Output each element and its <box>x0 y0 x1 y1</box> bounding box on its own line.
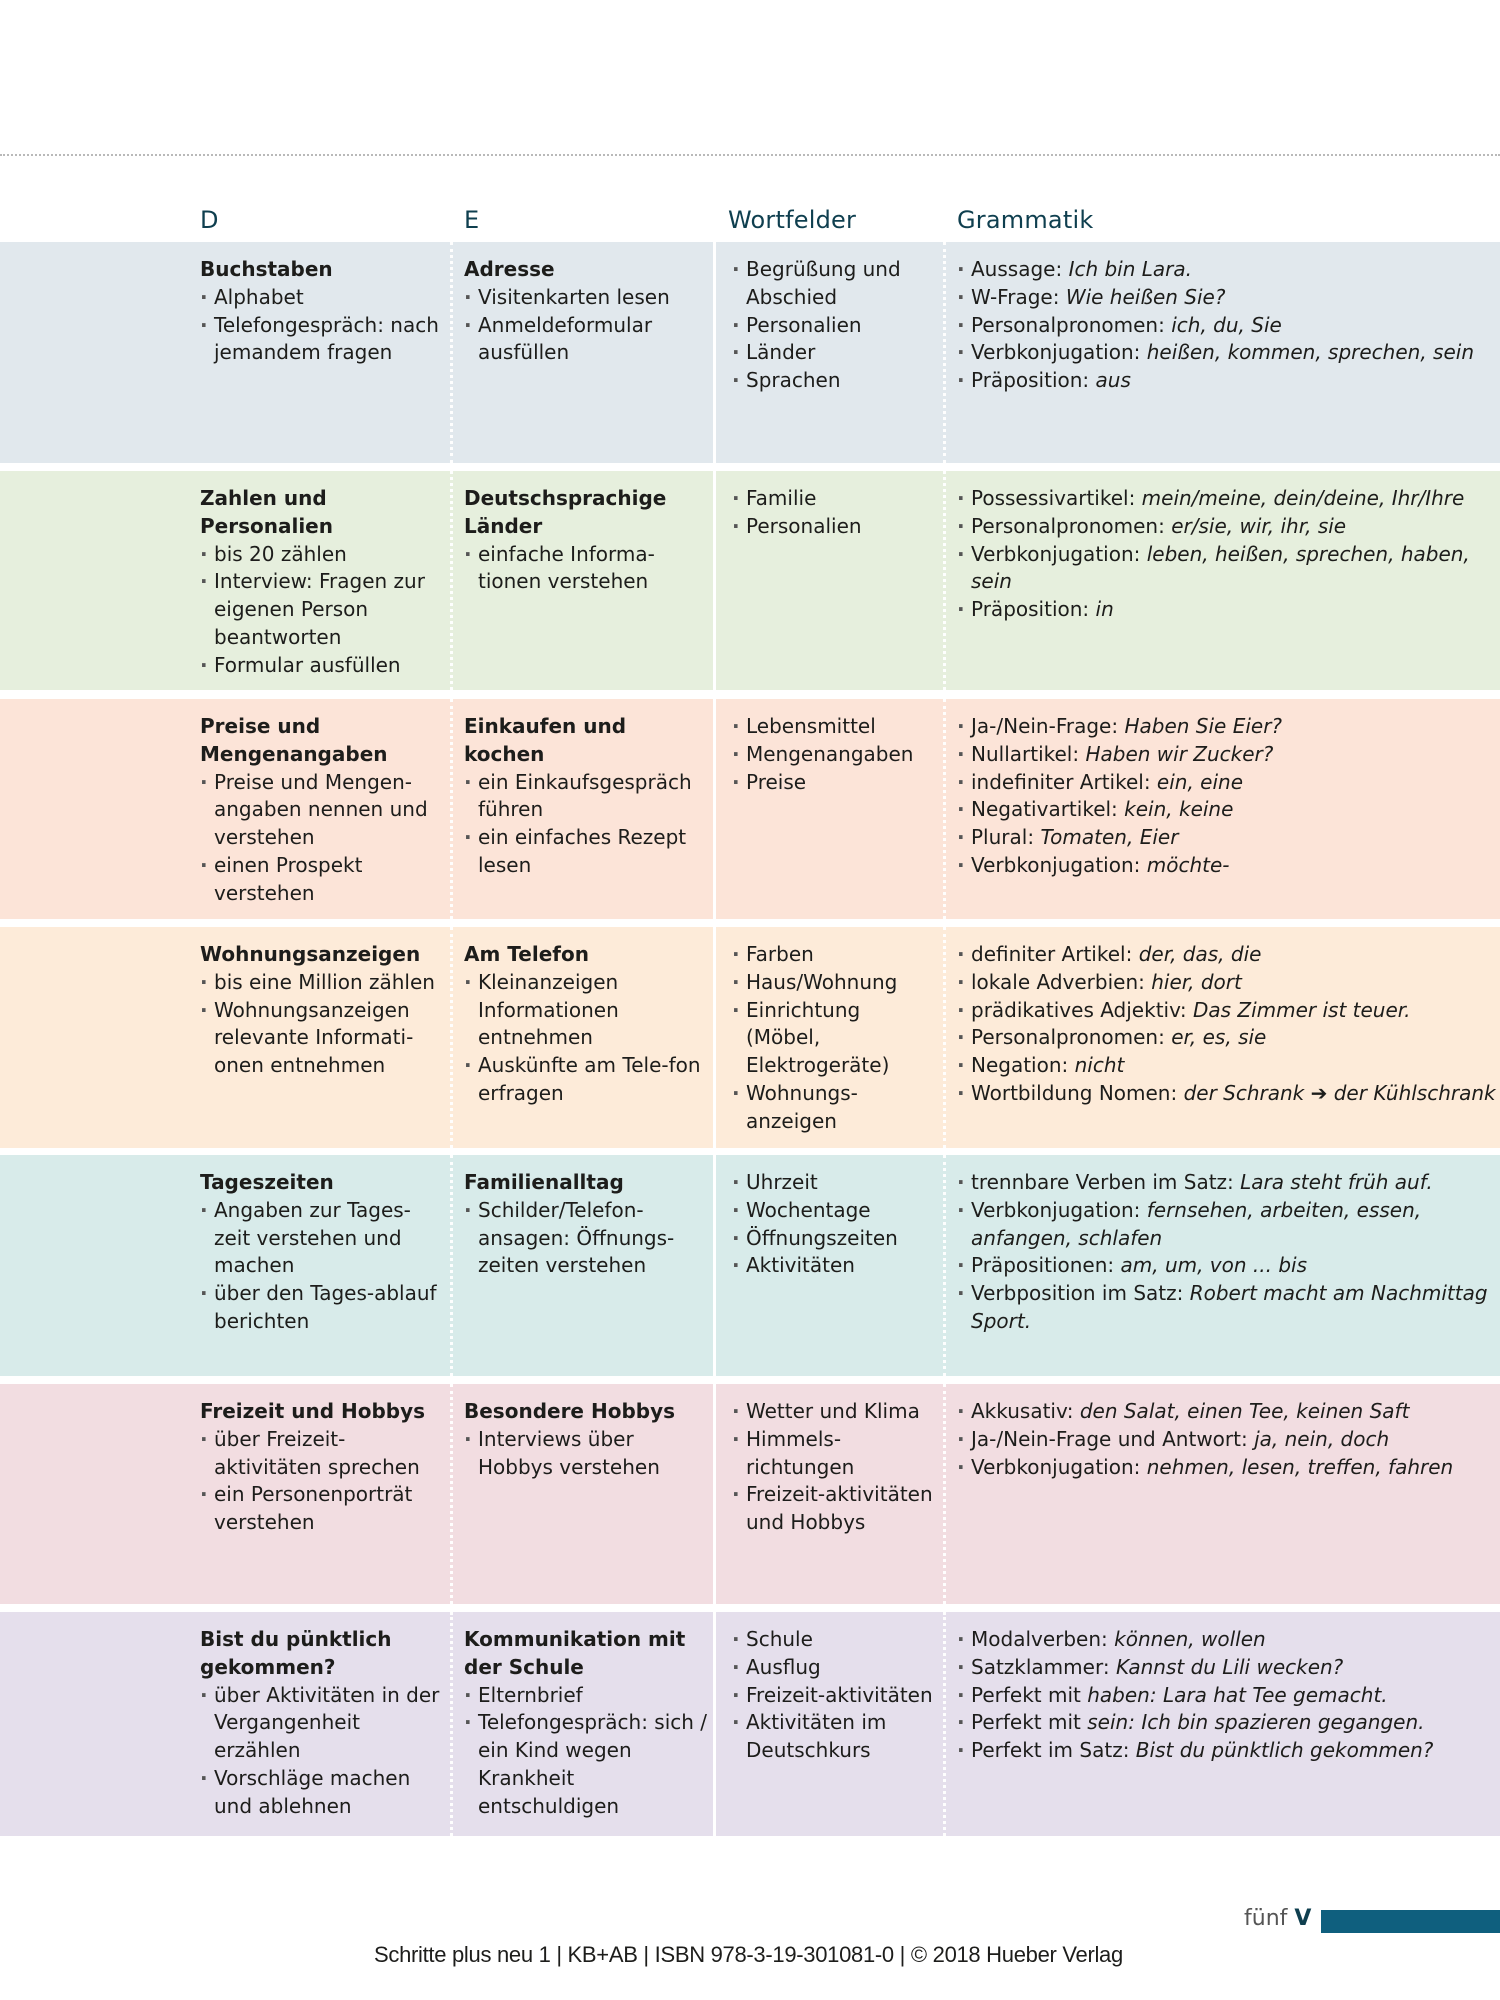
grammar-example: der Schrank ➔ der Kühlschrank <box>1183 1080 1496 1105</box>
grammar-example: Ich bin Lara. <box>1068 257 1193 281</box>
grammar-label: Possessivartikel: <box>971 486 1136 510</box>
list-item: · bis 20 zählen <box>200 541 445 569</box>
table-row <box>0 1155 1500 1376</box>
column-divider <box>943 1384 946 1604</box>
grammar-item <box>957 1682 1497 1710</box>
grammar-item <box>957 339 1497 367</box>
grammar-item <box>957 852 1497 880</box>
column-divider <box>450 1384 453 1604</box>
lesson-title: Freizeit und Hobbys <box>200 1399 426 1423</box>
grammar-example: aus <box>1095 368 1131 393</box>
grammar-label: Präposition: <box>971 597 1090 622</box>
lesson-title: Zahlen und Personalien <box>200 486 333 538</box>
grammar-example: er, es, sie <box>1171 1025 1267 1050</box>
column-divider <box>713 1384 716 1604</box>
grammar-label: Personalpronomen: <box>971 1025 1165 1050</box>
list-item: · Personalien <box>732 513 937 541</box>
grammar-item <box>957 256 1497 284</box>
lesson-title: Familienalltag <box>464 1170 624 1194</box>
list-item: · Öffnungszeiten <box>732 1225 937 1253</box>
table-row <box>0 927 1500 1148</box>
cell-grammatik <box>957 699 1497 919</box>
column-divider <box>450 1612 453 1836</box>
lesson-title: Buchstaben <box>200 257 333 281</box>
lesson-title: Tageszeiten <box>200 1170 334 1194</box>
lesson-title: Deutschsprachige Länder <box>464 486 667 538</box>
column-divider <box>943 1155 946 1376</box>
list-item: · Aktivitäten im Deutschkurs <box>732 1709 937 1765</box>
grammar-item <box>957 1252 1497 1280</box>
grammar-example: Haben Sie Eier? <box>1124 714 1283 738</box>
header-wortfelder: Wortfelder <box>728 206 857 234</box>
cell-d <box>200 471 445 690</box>
grammar-item <box>957 824 1497 852</box>
header-grammatik: Grammatik <box>957 206 1094 234</box>
cell-d <box>200 242 445 463</box>
grammar-example: den Salat, einen Tee, keinen Saft <box>1079 1399 1410 1423</box>
column-divider <box>713 242 716 463</box>
column-divider <box>943 699 946 919</box>
table-row <box>0 1384 1500 1604</box>
list-item: · Begrüßung und Abschied <box>732 256 937 312</box>
list-item: · ein einfaches Rezept lesen <box>464 824 709 880</box>
grammar-item <box>957 513 1497 541</box>
grammar-example: leben, heißen, sprechen, haben, sein <box>971 541 1470 594</box>
grammar-label: Nullartikel: <box>971 741 1080 766</box>
grammar-label: Satzklammer: <box>971 1654 1110 1679</box>
list-item: · Einrichtung (Möbel, Elektrogeräte) <box>732 997 937 1080</box>
grammar-example: fernsehen, arbeiten, essen, anfangen, schlafen <box>971 1197 1422 1250</box>
list-item: · Himmels-richtungen <box>732 1426 937 1482</box>
grammar-item <box>957 713 1497 741</box>
cell-d <box>200 927 445 1148</box>
lesson-title: Adresse <box>464 257 555 281</box>
list-item: · Vorschläge machen und ablehnen <box>200 1765 445 1821</box>
list-item: · Auskünfte am Tele-fon erfragen <box>464 1052 709 1108</box>
list-item: · über Aktivitäten in der Vergangenheit erzählen <box>200 1682 445 1765</box>
cell-wortfelder <box>732 1155 937 1376</box>
grammar-example: Lara hat Tee gemacht. <box>1162 1682 1388 1707</box>
grammar-item <box>957 1197 1497 1253</box>
grammar-label: Verbkonjugation: <box>971 852 1141 877</box>
grammar-label: Plural: <box>971 825 1035 850</box>
list-item: · Freizeit-aktivitäten <box>732 1682 937 1710</box>
list-item: · Interviews über Hobbys verstehen <box>464 1426 709 1482</box>
grammar-example: nehmen, lesen, treffen, fahren <box>1146 1454 1454 1479</box>
grammar-item <box>957 796 1497 824</box>
isbn-copyright: Schritte plus neu 1 | KB+AB | ISBN 978-3-19-301081-0 | © 2018 Hueber Verlag <box>374 1942 1123 1967</box>
grammar-label: W-Frage: <box>971 284 1060 309</box>
column-divider <box>943 927 946 1148</box>
header-d: D <box>200 206 219 234</box>
lesson-title: Bist du pünktlich gekommen? <box>200 1627 392 1679</box>
grammar-label: Perfekt mit <box>971 1682 1081 1707</box>
list-item: · Telefongespräch: sich / ein Kind wegen Krankheit entschuldigen <box>464 1709 709 1820</box>
cell-d <box>200 699 445 919</box>
grammar-label: Präposition: <box>971 368 1090 393</box>
cell-e <box>464 927 709 1148</box>
grammar-label: Perfekt mit <box>971 1710 1081 1735</box>
cell-e <box>464 1384 709 1604</box>
grammar-item <box>957 1709 1497 1737</box>
list-item: · Lebensmittel <box>732 713 937 741</box>
column-divider <box>450 471 453 690</box>
grammar-item <box>957 1280 1497 1336</box>
grammar-label: Verbkonjugation: <box>971 541 1141 566</box>
list-item: · Freizeit-aktivitäten und Hobbys <box>732 1481 937 1537</box>
grammar-label: Negativartikel: <box>971 797 1118 822</box>
list-item: · Mengenangaben <box>732 741 937 769</box>
grammar-item <box>957 541 1497 597</box>
page-roman: V <box>1294 1906 1312 1931</box>
cell-grammatik <box>957 1384 1497 1604</box>
grammar-example: er/sie, wir, ihr, sie <box>1171 513 1347 538</box>
grammar-label: Personalpronomen: <box>971 513 1165 538</box>
grammar-example: Ich bin spazieren gegangen. <box>1141 1710 1425 1735</box>
list-item: · Aktivitäten <box>732 1252 937 1280</box>
grammar-example: Lara steht früh auf. <box>1240 1170 1433 1194</box>
grammar-label: Ja-/Nein-Frage und Antwort: <box>971 1426 1248 1451</box>
list-item: · Länder <box>732 339 937 367</box>
grammar-example: Haben wir Zucker? <box>1085 741 1274 766</box>
list-item: · Sprachen <box>732 367 937 395</box>
grammar-example: nicht <box>1074 1053 1125 1078</box>
grammar-label: Verbposition im Satz: <box>971 1281 1184 1306</box>
column-divider <box>943 242 946 463</box>
list-item: · Kleinanzeigen Informationen entnehmen <box>464 969 709 1052</box>
list-item: · Uhrzeit <box>732 1169 937 1197</box>
grammar-item <box>957 312 1497 340</box>
column-divider <box>713 1155 716 1376</box>
table-row <box>0 242 1500 463</box>
grammar-label: Präpositionen: <box>971 1253 1115 1278</box>
list-item: · Personalien <box>732 312 937 340</box>
list-item: · Alphabet <box>200 284 445 312</box>
list-item: · Wohnungsanzeigen relevante Informati-onen entnehmen <box>200 997 445 1080</box>
column-divider <box>450 242 453 463</box>
column-divider <box>713 927 716 1148</box>
grammar-item <box>957 367 1497 395</box>
grammar-label: Wortbildung Nomen: <box>971 1080 1178 1105</box>
grammar-item <box>957 769 1497 797</box>
cell-grammatik <box>957 1612 1497 1836</box>
grammar-item <box>957 1454 1497 1482</box>
grammar-label: Verbkonjugation: <box>971 340 1141 365</box>
cell-d <box>200 1612 445 1836</box>
list-item: · Wetter und Klima <box>732 1398 937 1426</box>
cell-e <box>464 471 709 690</box>
grammar-item <box>957 1737 1497 1765</box>
column-divider <box>450 699 453 919</box>
grammar-label: Ja-/Nein-Frage: <box>971 714 1119 738</box>
lesson-title: Wohnungsanzeigen <box>200 942 421 966</box>
grammar-label: definiter Artikel: <box>971 942 1133 966</box>
grammar-label-italic: sein: <box>1087 1710 1135 1735</box>
list-item: · Visitenkarten lesen <box>464 284 709 312</box>
grammar-label: Verbkonjugation: <box>971 1197 1141 1222</box>
column-divider <box>943 471 946 690</box>
cell-wortfelder <box>732 1612 937 1836</box>
list-item: · Wochentage <box>732 1197 937 1225</box>
cell-e <box>464 242 709 463</box>
grammar-example: hier, dort <box>1151 969 1242 994</box>
grammar-example: am, um, von ... bis <box>1120 1253 1308 1278</box>
list-item: · Preise <box>732 769 937 797</box>
cell-e <box>464 699 709 919</box>
grammar-label: Verbkonjugation: <box>971 1454 1141 1479</box>
lesson-title: Am Telefon <box>464 942 589 966</box>
list-item: · Schule <box>732 1626 937 1654</box>
cell-grammatik <box>957 471 1497 690</box>
list-item: · einen Prospekt verstehen <box>200 852 445 908</box>
list-item: · Ausflug <box>732 1654 937 1682</box>
lesson-title: Besondere Hobbys <box>464 1399 676 1423</box>
list-item: · Elternbrief <box>464 1682 709 1710</box>
grammar-example: Robert macht am Nachmittag Sport. <box>971 1281 1488 1333</box>
grammar-label: lokale Adverbien: <box>971 969 1145 994</box>
grammar-item <box>957 485 1497 513</box>
list-item: · Angaben zur Tages-zeit verstehen und machen <box>200 1197 445 1280</box>
cell-e <box>464 1155 709 1376</box>
column-divider <box>713 699 716 919</box>
list-item: · Formular ausfüllen <box>200 652 445 680</box>
column-divider <box>450 927 453 1148</box>
grammar-label-italic: haben: <box>1087 1682 1157 1707</box>
grammar-item <box>957 284 1497 312</box>
grammar-example: in <box>1095 597 1114 622</box>
lesson-title: Preise und Mengenangaben <box>200 714 388 766</box>
cell-grammatik <box>957 1155 1497 1376</box>
grammar-example: Wie heißen Sie? <box>1065 284 1226 309</box>
list-item: · einfache Informa-tionen verstehen <box>464 541 709 597</box>
grammar-example: ein, eine <box>1156 769 1244 794</box>
cell-grammatik <box>957 242 1497 463</box>
list-item: · Haus/Wohnung <box>732 969 937 997</box>
grammar-item <box>957 1024 1497 1052</box>
top-dotted-rule <box>0 154 1500 156</box>
grammar-item <box>957 596 1497 624</box>
lesson-title: Einkaufen und kochen <box>464 714 627 766</box>
grammar-item <box>957 1398 1497 1426</box>
cell-d <box>200 1155 445 1376</box>
page-number <box>1244 1906 1311 1931</box>
grammar-label: Perfekt im Satz: <box>971 1738 1130 1763</box>
grammar-example: heißen, kommen, sprechen, sein <box>1146 340 1475 365</box>
table-row <box>0 699 1500 919</box>
list-item: · Anmeldeformular ausfüllen <box>464 312 709 368</box>
cell-e <box>464 1612 709 1836</box>
lesson-title: Kommunikation mit der Schule <box>464 1627 686 1679</box>
cell-grammatik <box>957 927 1497 1148</box>
grammar-example: können, wollen <box>1114 1627 1266 1651</box>
list-item: · Preise und Mengen-angaben nennen und verstehen <box>200 769 445 852</box>
page-accent-bar <box>1321 1910 1500 1933</box>
grammar-item <box>957 1052 1497 1080</box>
table-row <box>0 1612 1500 1836</box>
table-row <box>0 471 1500 690</box>
grammar-example: möchte- <box>1146 852 1230 877</box>
grammar-item <box>957 1654 1497 1682</box>
grammar-label: Negation: <box>971 1053 1069 1078</box>
grammar-label: trennbare Verben im Satz: <box>971 1170 1234 1194</box>
list-item: · Familie <box>732 485 937 513</box>
list-item: · Schilder/Telefon-ansagen: Öffnungs-zeiten verstehen <box>464 1197 709 1280</box>
page-word: fünf <box>1244 1906 1288 1931</box>
grammar-example: Tomaten, Eier <box>1040 825 1179 850</box>
grammar-example: der, das, die <box>1138 942 1262 966</box>
header-e: E <box>464 206 480 234</box>
grammar-example: Das Zimmer ist teuer. <box>1192 997 1411 1022</box>
list-item: · über Freizeit-aktivitäten sprechen <box>200 1426 445 1482</box>
list-item: · Wohnungs-anzeigen <box>732 1080 937 1136</box>
cell-wortfelder <box>732 699 937 919</box>
column-divider <box>943 1612 946 1836</box>
grammar-label: Aussage: <box>971 257 1063 281</box>
grammar-item <box>957 1080 1497 1108</box>
grammar-item <box>957 1426 1497 1454</box>
cell-wortfelder <box>732 1384 937 1604</box>
list-item: · Farben <box>732 941 937 969</box>
cell-wortfelder <box>732 242 937 463</box>
grammar-item <box>957 741 1497 769</box>
list-item: · Telefongespräch: nach jemandem fragen <box>200 312 445 368</box>
list-item: · über den Tages-ablauf berichten <box>200 1280 445 1336</box>
grammar-example: ja, nein, doch <box>1254 1426 1390 1451</box>
list-item: · ein Personenporträt verstehen <box>200 1481 445 1537</box>
grammar-item <box>957 1626 1497 1654</box>
grammar-label: Personalpronomen: <box>971 312 1165 337</box>
grammar-item <box>957 941 1497 969</box>
grammar-item <box>957 969 1497 997</box>
grammar-example: ich, du, Sie <box>1171 312 1282 337</box>
list-item: · ein Einkaufsgespräch führen <box>464 769 709 825</box>
grammar-example: Bist du pünktlich gekommen? <box>1135 1738 1434 1763</box>
grammar-label: prädikatives Adjektiv: <box>971 997 1187 1022</box>
grammar-label: indefiniter Artikel: <box>971 769 1151 794</box>
grammar-label: Modalverben: <box>971 1627 1108 1651</box>
list-item: · bis eine Million zählen <box>200 969 445 997</box>
column-divider <box>713 471 716 690</box>
grammar-example: mein/meine, dein/deine, Ihr/Ihre <box>1141 486 1465 510</box>
grammar-example: Kannst du Lili wecken? <box>1115 1654 1344 1679</box>
grammar-item <box>957 1169 1497 1197</box>
cell-wortfelder <box>732 927 937 1148</box>
column-divider <box>713 1612 716 1836</box>
cell-d <box>200 1384 445 1604</box>
column-divider <box>450 1155 453 1376</box>
grammar-label: Akkusativ: <box>971 1399 1074 1423</box>
cell-wortfelder <box>732 471 937 690</box>
grammar-item <box>957 997 1497 1025</box>
list-item: · Interview: Fragen zur eigenen Person beantworten <box>200 568 445 651</box>
grammar-example: kein, keine <box>1124 797 1234 822</box>
